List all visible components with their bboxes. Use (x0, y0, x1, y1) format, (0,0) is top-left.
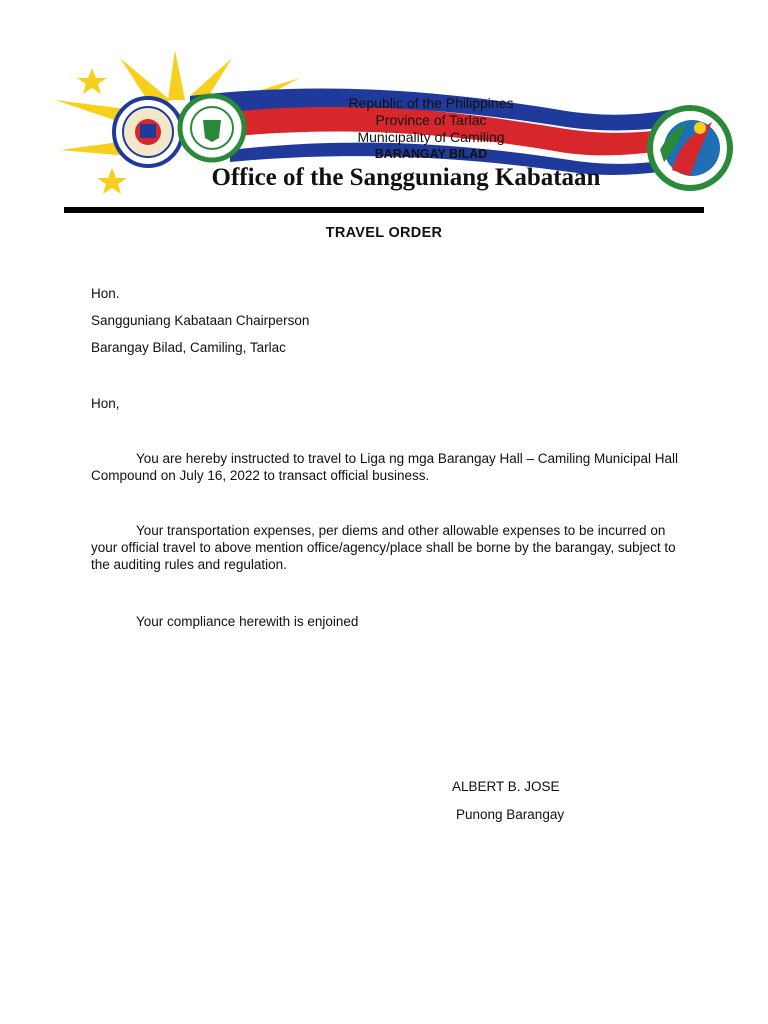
signatory-name: ALBERT B. JOSE (452, 779, 560, 794)
header-republic: Republic of the Philippines (348, 95, 514, 111)
letterhead (0, 0, 768, 220)
salutation: Hon, (91, 396, 120, 411)
paragraph-1: You are hereby instructed to travel to Liga ng mga Barangay Hall – Camiling Municipal Hall Compound on July 16, 2022 to transact official business. (91, 451, 679, 483)
signatory-title: Punong Barangay (456, 807, 565, 822)
header-municipality: Municipality of Camiling (357, 129, 505, 145)
addressee-honorific: Hon. (91, 286, 120, 301)
office-title: Office of the Sangguniang Kabataan (211, 164, 601, 191)
header-province: Province of Tarlac (375, 112, 487, 128)
document-title: TRAVEL ORDER (325, 225, 443, 241)
header-divider (64, 207, 704, 213)
header-barangay: BARANGAY BILAD (374, 147, 488, 161)
addressee-position: Sangguniang Kabataan Chairperson (91, 313, 310, 328)
addressee-address: Barangay Bilad, Camiling, Tarlac (91, 340, 286, 355)
paragraph-3: Your compliance herewith is enjoined (136, 614, 359, 629)
paragraph-2: Your transportation expenses, per diems and other allowable expenses to be incurred on your official travel to above mention office/agency/place shall be borne by the barangay, subject to the auditing rules and regulation. (91, 523, 676, 572)
